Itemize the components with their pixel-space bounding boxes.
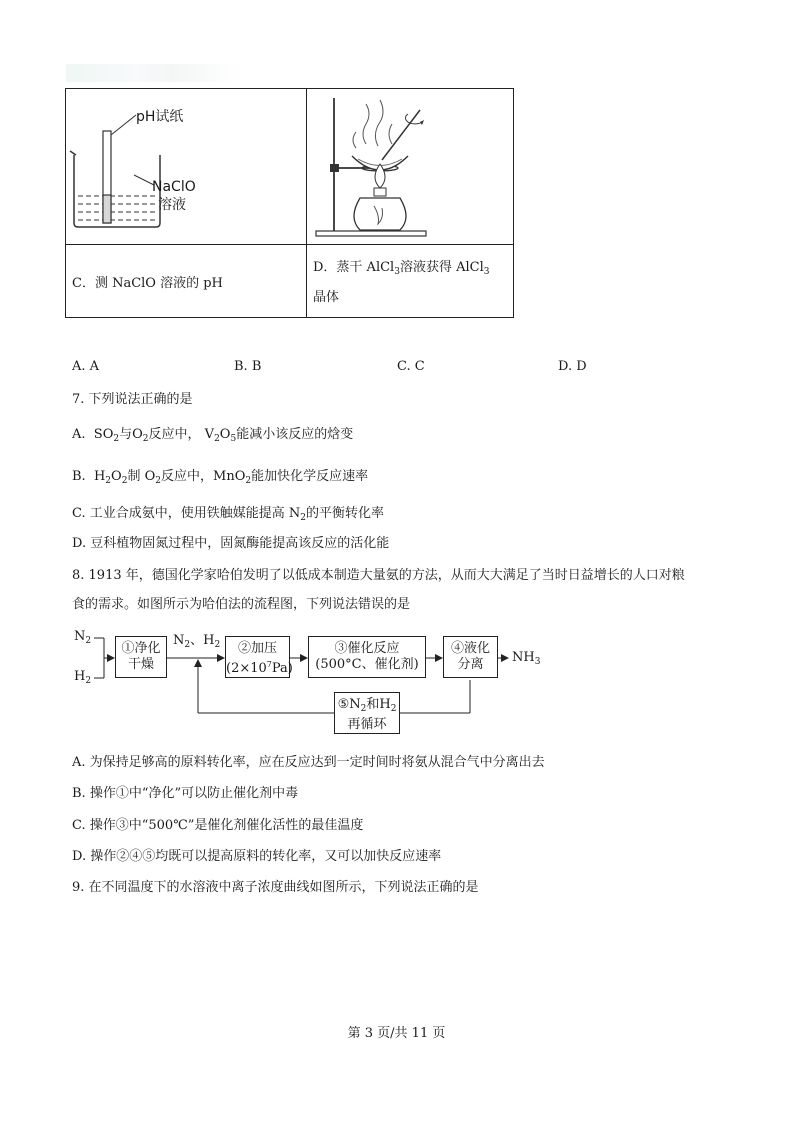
q7-option-b: B. $H_2O_2$制 $O_2$反应中，MnO$_2$能加快化学反应速率: [72, 469, 369, 486]
flow-box-catalytic-reaction: ③催化反应 (500°C、催化剂): [308, 636, 426, 678]
q8-stem-line2: 食的需求。如图所示为哈伯法的流程图，下列说法错误的是: [72, 597, 411, 612]
flow-box-liquefy: ④液化 分离: [443, 636, 498, 678]
flow-input-h2: $H_2$: [74, 669, 92, 686]
caption-d-line1: D．蒸干 AlCl$_3$溶液获得 AlCl$_3$: [313, 260, 490, 277]
q7-stem: 7. 下列说法正确的是: [72, 392, 193, 407]
q7-option-c: C. 工业合成氨中，使用铁触媒能提高 $N_2$的平衡转化率: [72, 506, 385, 523]
q6-option-d: D. D: [558, 359, 587, 374]
q6-option-b: B. B: [234, 359, 262, 374]
flow-mid-label: $N_2$、$H_2$: [173, 633, 221, 650]
q8-option-c: C. 操作③中“500℃”是催化剂催化活性的最佳温度: [72, 818, 364, 833]
q8-option-d: D. 操作②④⑤均既可以提高原料的转化率，又可以加快反应速率: [72, 849, 442, 864]
caption-c: C．测 NaClO 溶液的 pH: [72, 276, 223, 291]
caption-d-line2: 晶体: [313, 290, 340, 305]
q6-option-a: A. A: [72, 359, 100, 374]
q7-option-a: A. $SO_2$与$O_2$反应中， $V_2O_5$能减小该反应的焓变: [72, 427, 354, 444]
page-footer: 第 3 页/共 11 页: [347, 1026, 446, 1041]
label-solution: 溶液: [158, 197, 186, 213]
q9-stem: 9. 在不同温度下的水溶液中离子浓度曲线如图所示，下列说法正确的是: [72, 880, 479, 895]
label-ph-paper: pH试纸: [136, 109, 184, 125]
q8-option-b: B. 操作①中“净化”可以防止催化剂中毒: [72, 786, 299, 801]
flow-input-n2: $N_2$: [74, 629, 92, 646]
q7-option-d: D. 豆科植物固氮过程中，固氮酶能提高该反应的活化能: [72, 536, 390, 551]
flow-box-purify: ①净化 干燥: [115, 636, 167, 678]
flow-box-pressurize: ②加压 $(2\times 10^7Pa)$: [225, 636, 290, 678]
q6-option-c: C. C: [397, 359, 425, 374]
flow-output-nh3: $NH_3$: [512, 650, 541, 667]
flow-box-recycle: $⑤N_2$和$H_2$ 再循环: [334, 692, 400, 734]
q8-option-a: A. 为保持足够高的原料转化率，应在反应达到一定时间时将氨从混合气中分离出去: [72, 755, 545, 770]
label-naclo: NaClO: [152, 179, 196, 195]
q8-stem-line1: 8. 1913 年，德国化学家哈伯发明了以低成本制造大量氨的方法，从而大大满足了当时日益增长的人口对粮: [72, 568, 685, 583]
